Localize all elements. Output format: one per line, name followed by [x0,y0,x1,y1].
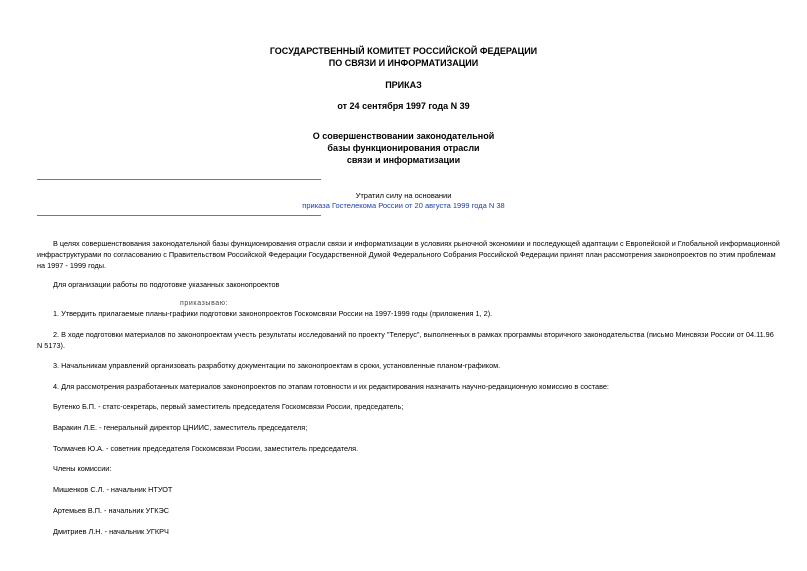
doc-date-number: от 24 сентября 1997 года N 39 [337,101,470,111]
item-3: 3. Начальникам управлений организовать разработку документации по законопроектам в сроки, установленные планом-графиком. [53,361,501,370]
divider-bottom [37,215,321,216]
status-notice: Утратил силу на основании [355,191,452,200]
org-name-line2: ПО СВЯЗИ И ИНФОРМАТИЗАЦИИ [328,58,479,68]
item-2-line1: 2. В ходе подготовки материалов по законопроектам учесть результаты исследований по проекту "Телерус", выполненных в рамках программы вторичного законодательства (письмо Минсвязи России от 04.11.96 [53,330,774,339]
member-dmitriev: Дмитриев Л.Н. - начальник УГКРЧ [53,527,169,536]
repeal-link[interactable]: приказа Гостелекома России от 20 августа 1999 года N 38 [302,201,505,210]
member-mishenkov: Мишенков С.Л. - начальник НТУОТ [53,485,173,494]
intro-line3: на 1997 - 1999 годы. [37,261,107,270]
member-artemiev: Артемьев В.П. - начальник УГКЭС [53,506,170,515]
doc-title-line3: связи и информатизации [346,155,461,165]
members-label: Члены комиссии: [53,464,112,473]
divider-top [37,179,321,180]
member-varakin: Варакин Л.Е. - генеральный директор ЦНИИС, заместитель председателя; [53,423,308,432]
organization-paragraph: Для организации работы по подготовке указанных законопроектов [53,280,280,289]
doc-title-line1: О совершенствовании законодательной [312,131,495,141]
doc-title-line2: базы функционирования отрасли [327,143,480,153]
member-tolmachev: Толмачев Ю.А. - советник председателя Госкомсвязи России, заместитель председателя. [53,444,359,453]
org-name-line1: ГОСУДАРСТВЕННЫЙ КОМИТЕТ РОССИЙСКОЙ ФЕДЕРАЦИИ [269,46,538,56]
intro-line2: инфраструктурами по согласованию с Правительством Российской Федерации Государственной Думой Федерального Собрания Российской Федерации принят план рассмотрения законопроектов по этим проблемам [37,250,776,259]
order-word: приказываю: [180,300,229,307]
intro-line1: В целях совершенствования законодательной базы функционирования отрасли связи и информатизации в условиях рыночной экономики и последующей адаптации с Европейской и Глобальной информационной [53,239,780,248]
item-2-line2: N 5173). [37,341,65,350]
item-1: 1. Утвердить прилагаемые планы-графики подготовки законопроектов Госкомсвязи России на 1997-1999 годы (приложения 1, 2). [53,309,493,318]
item-4: 4. Для рассмотрения разработанных материалов законопроектов по этапам готовности и их редактирования назначить научно-редакционную комиссию в составе: [53,382,609,391]
member-butenko: Бутенко Б.П. - статс-секретарь, первый заместитель председателя Госкомсвязи России, председатель; [53,402,404,411]
doc-type: ПРИКАЗ [385,80,422,90]
